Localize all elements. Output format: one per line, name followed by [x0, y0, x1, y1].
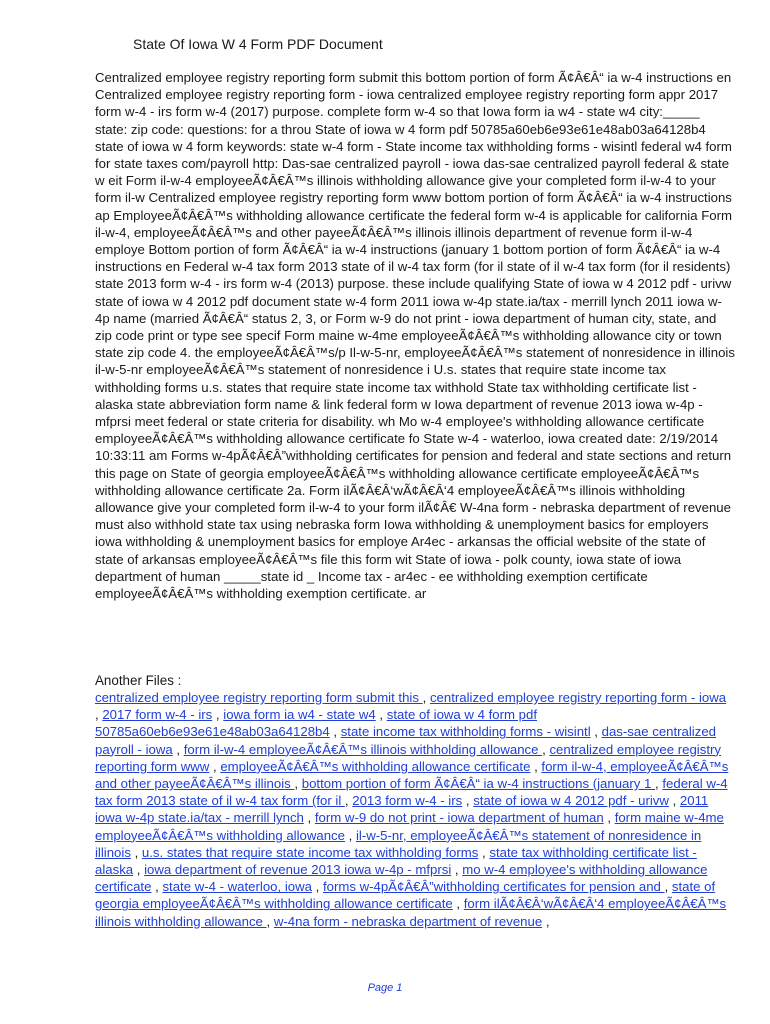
link-separator: , [590, 724, 602, 740]
related-link[interactable]: employeeÃ¢Â€Â™s withholding allowance certificate [220, 758, 531, 774]
link-separator: , [344, 827, 356, 843]
document-title: State Of Iowa W 4 Form PDF Document [133, 36, 383, 52]
related-link[interactable]: form w-9 do not print - iowa department of human [314, 810, 604, 826]
link-separator: , [542, 741, 550, 757]
related-link[interactable]: iowa department of revenue 2013 iowa w-4p - mfprsi [144, 862, 452, 878]
related-link[interactable]: state income tax withholding forms - wisintl [340, 724, 591, 740]
link-separator: , [462, 793, 474, 809]
link-separator: , [294, 776, 302, 792]
related-link[interactable]: form ilÃ¢Â€Â‘wÃ¢Â€Â‘4 employeeÃ¢Â€Â™s illinois withholding allowance [95, 896, 727, 929]
related-link[interactable]: state of iowa w 4 form pdf 50785a60eb6e93e61e48ab03a64128b4 [95, 707, 537, 740]
related-link[interactable]: state of iowa w 4 2012 pdf - urivw [473, 793, 669, 809]
link-separator: , [422, 690, 430, 705]
link-separator: , [542, 913, 550, 929]
link-separator: , [668, 793, 680, 809]
related-link[interactable]: w-4na form - nebraska department of revenue [273, 913, 543, 929]
link-separator: , [451, 862, 463, 878]
link-separator: , [452, 896, 464, 912]
related-link[interactable]: mo w-4 employee's withholding allowance certificate [95, 862, 708, 895]
related-link[interactable]: state w-4 - waterloo, iowa [162, 879, 312, 895]
link-separator: , [478, 844, 490, 860]
related-link[interactable]: 2017 form w-4 - irs [102, 707, 213, 723]
link-separator: , [375, 707, 387, 723]
another-files-label: Another Files : [95, 673, 182, 688]
related-link[interactable]: federal w-4 tax form 2013 state of il w-4 tax form (for il [95, 776, 728, 809]
document-body-text: Centralized employee registry reporting form submit this bottom portion of form Ã¢Â€Â“ ia w-4 instructions en Centralized employee registry reporting form - iowa centralized employee registry reporting form appr 2017 form w-4 - irs form w-4 (2017) purpose. complete form w-4 so that Iowa form ia w4 - state w4 city:_____ state: zip code: questions: for a throu State of iowa w 4 form pdf 50785a60eb6e93e61e48ab03a64128b4 state of iowa w 4 form keywords: state w-4 form - State income tax withholding forms - wisintl federal w4 form for state taxes com/payroll http: Das-sae centralized payroll - iowa das-sae centralized payroll federal & state w eit Form il-w-4 employeeÃ¢Â€Â™s illinois withholding allowance give your completed form il-w-4 to your form il-w Centralized employee registry reporting form www bottom portion of form Ã¢Â€Â“ ia w-4 instructions ap EmployeeÃ¢Â€Â™s withholding allowance certificate the federal form w-4 is applicable for california Form il-w-4, employeeÃ¢Â€Â™s and other payeeÃ¢Â€Â™s illinois illinois department of revenue form il-w-4 employe Bottom portion of form Ã¢Â€Â“ ia w-4 instructions (january 1 bottom portion of form Ã¢Â€Â“ ia w-4 instructions en Federal w-4 tax form 2013 state of il w-4 tax form (for il state of il w-4 tax form (for il residents) state 2013 form w-4 - irs form w-4 (2013) purpose. these include qualifying State of iowa w 4 2012 pdf - urivw state of iowa w 4 2012 pdf document state w-4 form 2011 iowa w-4p state.ia/tax - merrill lynch 2011 iowa w-4p name (married Ã¢Â€Â“ status 2, 3, or Form w-9 do not print - iowa department of human city, state, and zip code print or type see specif Form maine w-4me employeeÃ¢Â€Â™s withholding allowance city or town state zip code 4. the employeeÃ¢Â€Â™s/p Il-w-5-nr, employeeÃ¢Â€Â™s statement of nonresidence in illinois il-w-5-nr employeeÃ¢Â€Â™s statement of nonresidence i U.s. states that require state income tax withholding forms u.s. states that require state income tax withhold State tax withholding certificate list - alaska state abbreviation form name & link federal form w Iowa department of revenue 2013 iowa w-4p - mfprsi meet federal or state criteria for disability. wh Mo w-4 employee's withholding allowance certificate employeeÃ¢Â€Â™s withholding allowance certificate fo State w-4 - waterloo, iowa created date: 2/19/2014 10:33:11 am Forms w-4pÃ¢Â€Â”withholding certificates for pension and federal and state sections and return this page on State of georgia employeeÃ¢Â€Â™s withholding allowance certificate employeeÃ¢Â€Â™s withholding allowance certificate 2a. Form ilÃ¢Â€Â‘wÃ¢Â€Â‘4 employeeÃ¢Â€Â™s illinois withholding allowance give your completed form il-w-4 to your form ilÃ¢Â€ W-4na form - nebraska department of revenue must also withhold state tax using nebraska form Iowa withholding & unemployment basics for employers iowa withholding & unemployment basics for employe Ar4ec - arkansas the official website of the state of state of arkansas employeeÃ¢Â€Â™s file this form wit State of iowa - polk county, iowa state of iowa department of human _____state id _ Income tax - ar4ec - ee withholding exemption certificate employeeÃ¢Â€Â™s withholding exemption certificate. ar [95, 70, 735, 602]
link-separator: , [209, 758, 221, 774]
link-separator: , [664, 879, 672, 895]
related-link[interactable]: centralized employee registry reporting form - iowa [429, 690, 727, 705]
link-separator: , [655, 776, 663, 792]
related-link[interactable]: iowa form ia w4 - state w4 [223, 707, 376, 723]
link-separator: , [130, 844, 142, 860]
link-separator: , [133, 862, 145, 878]
page-number: Page 1 [367, 982, 403, 994]
link-separator: , [329, 724, 341, 740]
related-link[interactable]: bottom portion of form Ã¢Â€Â“ ia w-4 instructions (january 1 [301, 776, 656, 792]
link-separator: , [95, 707, 103, 723]
related-link[interactable]: state of georgia employeeÃ¢Â€Â™s withholding allowance certificate [95, 879, 716, 912]
related-link[interactable]: 2011 iowa w-4p state.ia/tax - merrill lynch [95, 793, 709, 826]
related-link[interactable]: 2013 form w-4 - irs [352, 793, 463, 809]
related-links-list [95, 689, 733, 930]
related-link[interactable]: forms w-4pÃ¢Â€Â”withholding certificates for pension and [322, 879, 665, 895]
related-link[interactable]: form il-w-4 employeeÃ¢Â€Â™s illinois withholding allowance [183, 741, 543, 757]
link-separator: , [344, 793, 353, 809]
related-link[interactable]: u.s. states that require state income tax withholding forms [141, 844, 479, 860]
related-link[interactable]: das-sae centralized payroll - iowa [95, 724, 716, 757]
link-separator: , [603, 810, 615, 826]
related-link[interactable]: form il-w-4, employeeÃ¢Â€Â™s and other payeeÃ¢Â€Â™s illinois [95, 758, 729, 792]
link-separator: , [266, 913, 274, 929]
link-separator: , [303, 810, 315, 826]
link-separator: , [311, 879, 323, 895]
link-separator: , [212, 707, 224, 723]
related-link[interactable]: centralized employee registry reporting form submit this [95, 690, 423, 705]
link-separator: , [530, 758, 542, 774]
related-link[interactable]: state tax withholding certificate list - alaska [95, 844, 697, 878]
link-separator: , [172, 741, 184, 757]
related-link[interactable]: form maine w-4me employeeÃ¢Â€Â™s withholding allowance [95, 810, 724, 843]
related-link[interactable]: centralized employee registry reporting form www [95, 741, 721, 774]
related-link[interactable]: il-w-5-nr, employeeÃ¢Â€Â™s statement of nonresidence in illinois [95, 827, 702, 860]
link-separator: , [151, 879, 163, 895]
